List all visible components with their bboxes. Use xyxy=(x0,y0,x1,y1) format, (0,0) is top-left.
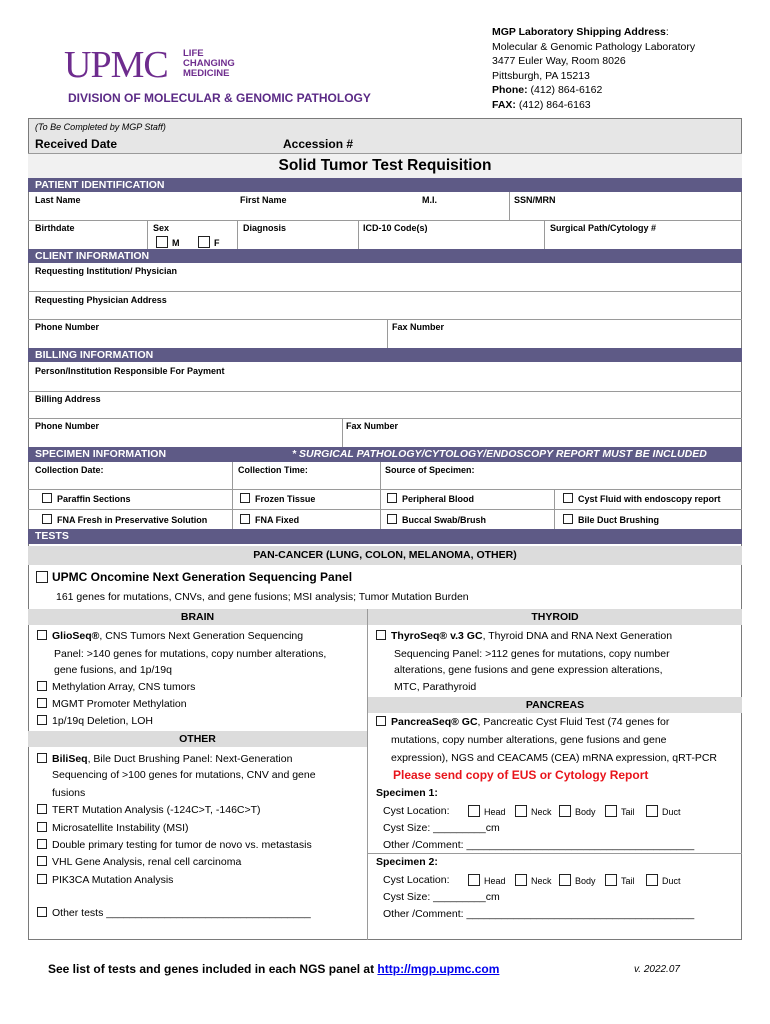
form-title: Solid Tumor Test Requisition xyxy=(28,154,742,178)
address-line: 3477 Euler Way, Room 8026 xyxy=(492,55,626,67)
billing-band: BILLING INFORMATION xyxy=(28,348,742,362)
loc-tail[interactable]: Tail xyxy=(605,805,635,817)
division-title: DIVISION OF MOLECULAR & GENOMIC PATHOLOGY xyxy=(68,91,371,105)
loc-head[interactable]: Head xyxy=(468,805,506,817)
pancreaseq-desc-line: expression), NGS and CEACAM5 (CEA) mRNA expression, qRT-PCR xyxy=(391,752,717,764)
checkbox-icon[interactable] xyxy=(563,514,573,524)
checkbox-icon[interactable] xyxy=(646,874,658,886)
checkbox-icon[interactable] xyxy=(240,514,250,524)
loc-neck[interactable]: Neck xyxy=(515,874,552,886)
collection-time-field[interactable]: Collection Time: xyxy=(238,465,308,475)
pan-cancer-header: PAN-CANCER (LUNG, COLON, MELANOMA, OTHER) xyxy=(28,546,742,565)
patient-band: PATIENT IDENTIFICATION xyxy=(28,178,742,192)
sex-label: Sex xyxy=(153,223,170,233)
option-buccal-swab[interactable]: Buccal Swab/Brush xyxy=(387,514,486,525)
loc-head[interactable]: Head xyxy=(468,874,506,886)
checkbox-icon[interactable] xyxy=(387,514,397,524)
footer-note: See list of tests and genes included in each NGS panel at http://mgp.upmc.com xyxy=(48,962,500,976)
methylation-option[interactable]: Methylation Array, CNS tumors xyxy=(37,681,195,693)
loc-body[interactable]: Body xyxy=(559,874,596,886)
thyroseq-option[interactable]: ThyroSeq® v.3 GC, Thyroid DNA and RNA Next Generation xyxy=(376,630,672,642)
loc-body[interactable]: Body xyxy=(559,805,596,817)
shipping-address: MGP Laboratory Shipping Address: Molecular & Genomic Pathology Laboratory 3477 Euler Way, Room 8026 Pittsburgh, PA 15213 Phone: (412) 864-6162 FAX: (412) 864-6163 xyxy=(492,26,696,111)
checkbox-icon[interactable] xyxy=(156,236,168,248)
checkbox-icon[interactable] xyxy=(37,804,47,814)
payment-responsible-field[interactable]: Person/Institution Responsible For Payment xyxy=(35,366,225,376)
specimen-1-location: Cyst Location: Head Neck Body Tail Duct xyxy=(383,805,681,817)
physician-address-field[interactable]: Requesting Physician Address xyxy=(35,295,167,305)
surgical-path-field[interactable]: Surgical Path/Cytology # xyxy=(550,223,657,233)
biliseq-option[interactable]: BiliSeq, Bile Duct Brushing Panel: Next-Generation xyxy=(37,753,292,765)
brain-header: BRAIN xyxy=(28,609,367,625)
ssn-field[interactable]: SSN/MRN xyxy=(514,195,556,205)
address-line: Molecular & Genomic Pathology Laboratory xyxy=(492,40,696,53)
glioseq-desc-line: gene fusions, and 1p/19q xyxy=(54,664,172,676)
tests-band: TESTS xyxy=(28,529,742,544)
staff-note: (To Be Completed by MGP Staff) xyxy=(35,122,166,132)
checkbox-icon[interactable] xyxy=(646,805,658,817)
tert-option[interactable]: TERT Mutation Analysis (-124C>T, -146C>T) xyxy=(37,804,261,816)
loc-tail[interactable]: Tail xyxy=(605,874,635,886)
oncomine-option[interactable]: UPMC Oncomine Next Generation Sequencing Panel xyxy=(36,570,352,584)
glioseq-desc-line: Panel: >140 genes for mutations, copy number alterations, xyxy=(54,648,327,660)
eus-report-note: Please send copy of EUS or Cytology Report xyxy=(393,768,649,782)
specimen-1-size[interactable]: Cyst Size: _________cm xyxy=(383,822,500,834)
option-paraffin[interactable]: Paraffin Sections xyxy=(42,493,131,504)
thyroid-header: THYROID xyxy=(368,609,742,625)
mgp-link[interactable]: http://mgp.upmc.com xyxy=(377,962,500,976)
option-bile-duct[interactable]: Bile Duct Brushing xyxy=(563,514,659,525)
pancreaseq-option[interactable]: PancreaSeq® GC, Pancreatic Cyst Fluid Test (74 genes for xyxy=(376,716,669,728)
specimen-2-label: Specimen 2: xyxy=(376,856,438,868)
checkbox-icon[interactable] xyxy=(37,698,47,708)
thyroseq-desc-line: Sequencing Panel: >112 genes for mutations, copy number xyxy=(394,648,670,660)
option-peripheral-blood[interactable]: Peripheral Blood xyxy=(387,493,474,504)
phone-value: (412) 864-6162 xyxy=(530,84,603,96)
address-line: Pittsburgh, PA 15213 xyxy=(492,69,590,82)
received-date-field[interactable]: Received Date xyxy=(35,137,118,151)
loc-duct[interactable]: Duct xyxy=(646,874,681,886)
billing-address-field[interactable]: Billing Address xyxy=(35,394,101,404)
checkbox-icon[interactable] xyxy=(37,907,47,917)
deletion-option[interactable]: 1p/19q Deletion, LOH xyxy=(37,715,153,727)
logo-tagline xyxy=(183,49,235,79)
option-frozen-tissue[interactable]: Frozen Tissue xyxy=(240,493,315,504)
pancreaseq-desc-line: mutations, copy number alterations, gene fusions and gene xyxy=(391,734,667,746)
client-fax-field[interactable]: Fax Number xyxy=(392,322,445,332)
checkbox-icon[interactable] xyxy=(37,839,47,849)
diagnosis-field[interactable]: Diagnosis xyxy=(243,223,287,233)
logo-text: UPMC xyxy=(64,44,168,86)
checkbox-icon[interactable] xyxy=(37,630,47,640)
address-title: MGP Laboratory Shipping Address xyxy=(492,26,666,38)
accession-field[interactable]: Accession # xyxy=(283,137,354,151)
pik3ca-option[interactable]: PIK3CA Mutation Analysis xyxy=(37,874,173,886)
specimen-1-comment[interactable]: Other /Comment: _______________________________________ xyxy=(383,839,695,851)
collection-date-field[interactable]: Collection Date: xyxy=(35,465,104,475)
loc-duct[interactable]: Duct xyxy=(646,805,681,817)
glioseq-option[interactable]: GlioSeq®, CNS Tumors Next Generation Sequencing xyxy=(37,630,303,642)
source-field[interactable]: Source of Specimen: xyxy=(385,465,475,475)
logo-tag-line: CHANGING xyxy=(183,58,235,69)
phone-label: Phone: xyxy=(492,84,528,96)
specimen-2-comment[interactable]: Other /Comment: _______________________________________ xyxy=(383,908,695,920)
checkbox-icon[interactable] xyxy=(559,874,571,886)
logo-tag-line: LIFE xyxy=(183,48,204,59)
checkbox-icon[interactable] xyxy=(605,805,617,817)
vhl-option[interactable]: VHL Gene Analysis, renal cell carcinoma xyxy=(37,856,241,868)
checkbox-icon[interactable] xyxy=(387,493,397,503)
double-primary-option[interactable]: Double primary testing for tumor de novo vs. metastasis xyxy=(37,839,312,851)
oncomine-description: 161 genes for mutations, CNVs, and gene fusions; MSI analysis; Tumor Mutation Burden xyxy=(56,591,469,603)
checkbox-icon[interactable] xyxy=(563,493,573,503)
fax-label: FAX: xyxy=(492,98,516,111)
sex-f-option[interactable]: F xyxy=(198,236,220,248)
thyroseq-desc-line: MTC, Parathyroid xyxy=(394,681,477,693)
sex-m-option[interactable]: M xyxy=(156,236,180,248)
institution-field[interactable]: Requesting Institution/ Physician xyxy=(35,266,178,276)
other-header: OTHER xyxy=(28,731,367,747)
thyroseq-desc-line: alterations, gene fusions and gene expression alterations, xyxy=(394,664,663,676)
checkbox-icon[interactable] xyxy=(376,630,386,640)
billing-fax-field[interactable]: Fax Number xyxy=(346,421,399,431)
msi-option[interactable]: Microsatellite Instability (MSI) xyxy=(37,822,189,834)
upmc-logo xyxy=(64,46,168,84)
mi-field[interactable]: M.I. xyxy=(422,195,437,205)
report-required-note: * SURGICAL PATHOLOGY/CYTOLOGY/ENDOSCOPY REPORT MUST BE INCLUDED xyxy=(292,448,707,460)
checkbox-icon[interactable] xyxy=(605,874,617,886)
fax-value: (412) 864-6163 xyxy=(518,98,591,111)
first-name-field[interactable]: First Name xyxy=(240,195,287,205)
checkbox-icon[interactable] xyxy=(42,493,52,503)
birthdate-field[interactable]: Birthdate xyxy=(35,223,75,233)
logo-tag-line: MEDICINE xyxy=(183,68,230,79)
billing-phone-field[interactable]: Phone Number xyxy=(35,421,100,431)
checkbox-icon[interactable] xyxy=(468,874,480,886)
checkbox-icon[interactable] xyxy=(37,874,47,884)
checkbox-icon[interactable] xyxy=(37,753,47,763)
checkbox-icon[interactable] xyxy=(37,715,47,725)
checkbox-icon[interactable] xyxy=(559,805,571,817)
checkbox-icon[interactable] xyxy=(37,822,47,832)
version-label: v. 2022.07 xyxy=(634,964,680,975)
checkbox-icon[interactable] xyxy=(515,874,527,886)
biliseq-desc-line: fusions xyxy=(52,787,86,799)
option-fna-fresh[interactable]: FNA Fresh in Preservative Solution xyxy=(42,514,207,525)
checkbox-icon[interactable] xyxy=(515,805,527,817)
checkbox-icon[interactable] xyxy=(198,236,210,248)
checkbox-icon[interactable] xyxy=(36,571,48,583)
checkbox-icon[interactable] xyxy=(376,716,386,726)
other-tests-option[interactable]: Other tests ___________________________________ xyxy=(37,907,311,919)
icd-field[interactable]: ICD-10 Code(s) xyxy=(363,223,428,233)
checkbox-icon[interactable] xyxy=(468,805,480,817)
checkbox-icon[interactable] xyxy=(240,493,250,503)
loc-neck[interactable]: Neck xyxy=(515,805,552,817)
specimen-2-size[interactable]: Cyst Size: _________cm xyxy=(383,891,500,903)
option-cyst-fluid[interactable]: Cyst Fluid with endoscopy report xyxy=(563,493,721,504)
specimen-band xyxy=(28,447,742,462)
last-name-field[interactable]: Last Name xyxy=(35,195,81,205)
specimen-2-location: Cyst Location: Head Neck Body Tail Duct xyxy=(383,874,681,886)
client-band: CLIENT INFORMATION xyxy=(28,249,742,263)
biliseq-desc-line: Sequencing of >100 genes for mutations, CNV and gene xyxy=(52,769,316,781)
specimen-band-label: SPECIMEN INFORMATION xyxy=(35,448,167,460)
checkbox-icon[interactable] xyxy=(42,514,52,524)
client-phone-field[interactable]: Phone Number xyxy=(35,322,100,332)
mgmt-option[interactable]: MGMT Promoter Methylation xyxy=(37,698,187,710)
option-fna-fixed[interactable]: FNA Fixed xyxy=(240,514,299,525)
pancreas-header: PANCREAS xyxy=(368,697,742,713)
specimen-1-label: Specimen 1: xyxy=(376,787,438,799)
checkbox-icon[interactable] xyxy=(37,681,47,691)
checkbox-icon[interactable] xyxy=(37,856,47,866)
